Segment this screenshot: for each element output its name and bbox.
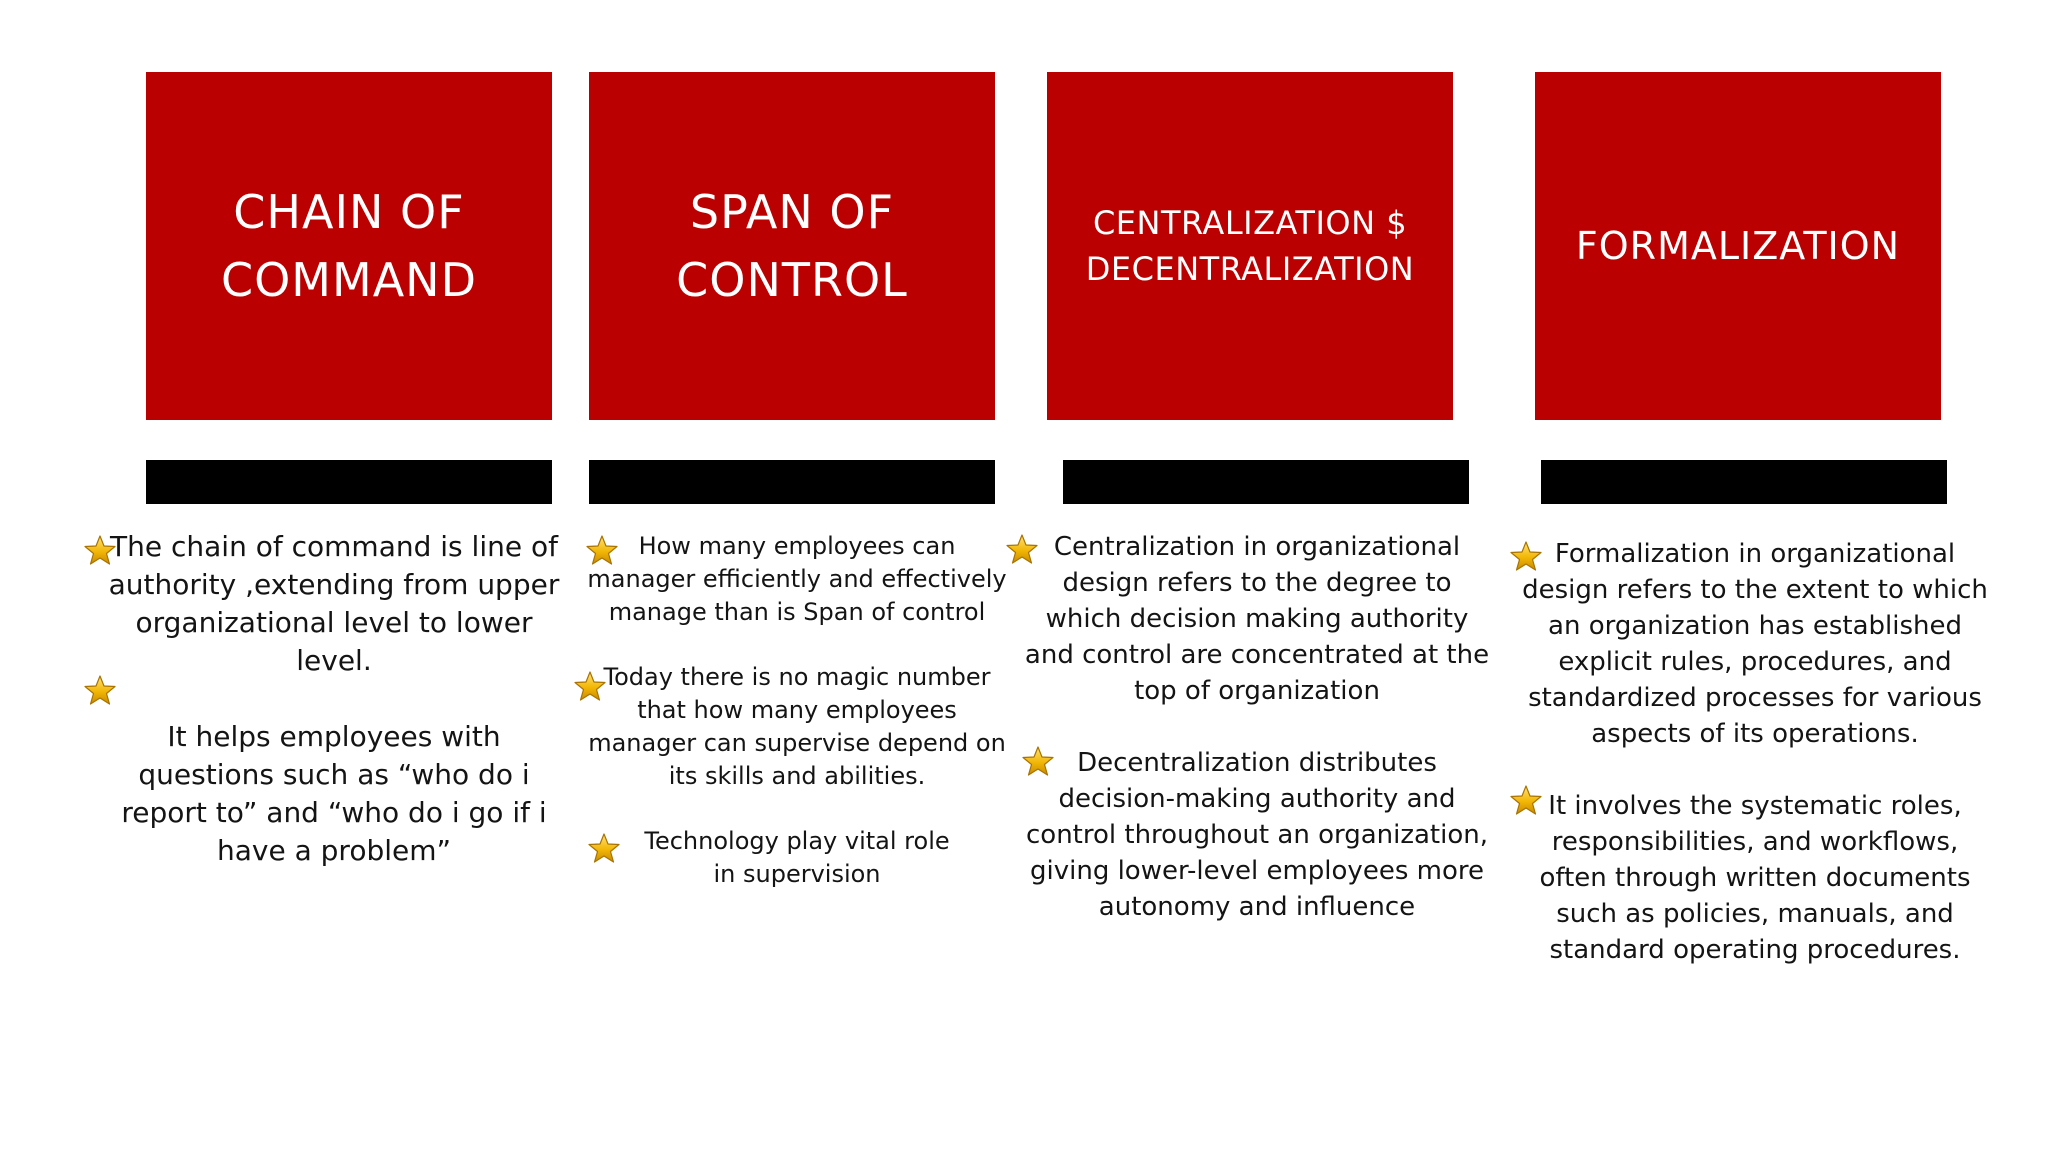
header-title-line: CENTRALIZATION $ — [1092, 204, 1408, 242]
paragraph: It involves the systematic roles, responsibilities, and workflows, often through written documents such as policies, manuals, and standard operating procedures. — [1539, 791, 1971, 965]
header-centralization — [1047, 72, 1453, 420]
header-title-line: DECENTRALIZATION — [1085, 250, 1415, 288]
paragraph: It helps employees with questions such as “who do i report to” and “who do i go if i have a problem” — [121, 720, 547, 867]
header-formalization — [1535, 72, 1941, 420]
divider-bar — [1541, 460, 1947, 504]
header-span-of-control — [589, 72, 995, 420]
paragraph: Centralization in organizational design refers to the degree to which decision making authority and control are concentrated at the top of organization — [1024, 532, 1490, 706]
paragraph: Today there is no magic number that how many employees manager can supervise depend on its skills and abilities. — [588, 663, 1006, 790]
column-centralization — [1022, 529, 1492, 925]
divider-bar — [1063, 460, 1469, 504]
paragraph: Technology play vital role in supervision — [644, 827, 950, 888]
header-title-line: COMMAND — [220, 253, 477, 307]
header-chain-of-command — [146, 72, 552, 420]
paragraph: How many employees can manager efficiently and effectively manage than is Span of control — [587, 532, 1007, 626]
paragraph: Decentralization distributes decision-making authority and control throughout an organization, giving lower-level employees more autonomy and influence — [1026, 748, 1488, 922]
divider-bar — [146, 460, 552, 504]
paragraph: Formalization in organizational design refers to the extent to which an organization has established explicit rules, procedures, and standardized processes for various aspects of its operations. — [1522, 539, 1988, 749]
header-title-line: CONTROL — [676, 253, 908, 307]
header-title-line: SPAN OF — [689, 185, 895, 239]
divider-bar — [589, 460, 995, 504]
column-formalization — [1520, 536, 1990, 968]
header-title-line: CHAIN OF — [233, 185, 465, 239]
column-span-of-control — [582, 530, 1012, 891]
header-title-line: FORMALIZATION — [1575, 224, 1901, 268]
column-chain-of-command — [98, 528, 570, 870]
star-icon — [84, 674, 116, 706]
paragraph: The chain of command is line of authority ,extending from upper organizational level to lower level. — [108, 530, 560, 677]
